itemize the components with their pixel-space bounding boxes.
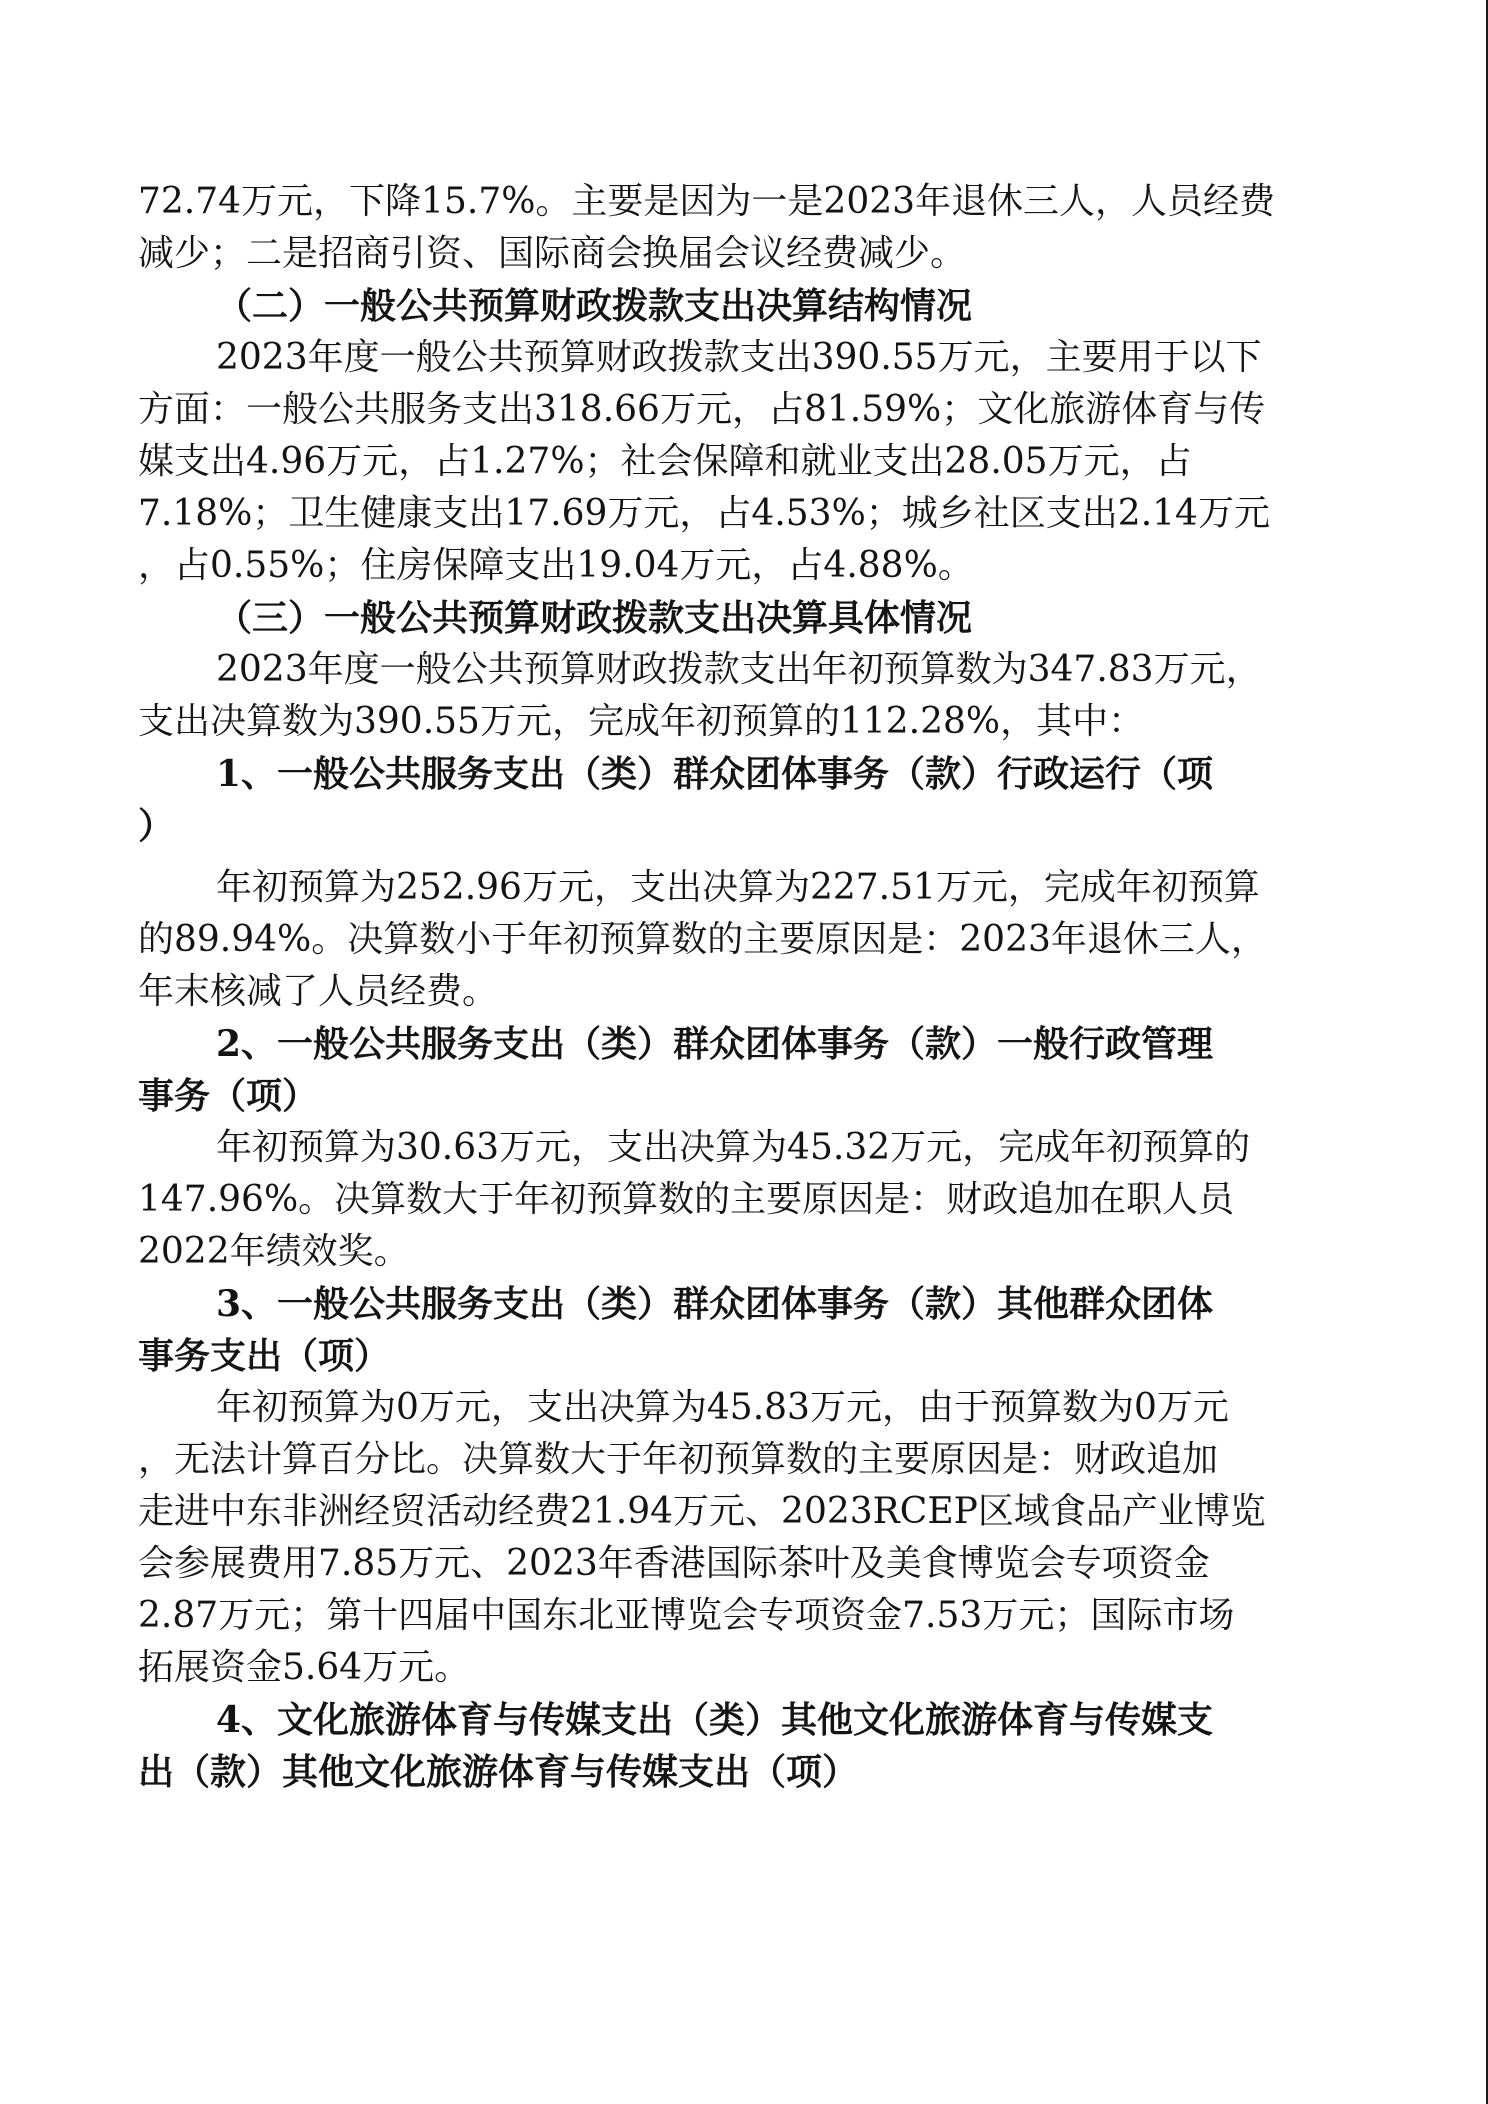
text-line: 7.18%；卫生健康支出17.69万元，占4.53%；城乡社区支出2.14万元 (138, 493, 1270, 534)
section-heading: （三）一般公共预算财政拨款支出决算具体情况 (216, 597, 973, 639)
item-heading: 3、一般公共服务支出（类）群众团体事务（款）其他群众团体 (216, 1283, 1214, 1325)
text-line: 年末核减了人员经费。 (138, 971, 499, 1012)
section-heading: （二）一般公共预算财政拨款支出决算结构情况 (216, 285, 973, 327)
paragraph-start: 2023年度一般公共预算财政拨款支出年初预算数为347.83万元， (216, 649, 1262, 690)
text-line: 会参展费用7.85万元、2023年香港国际茶叶及美食博览会专项资金 (138, 1543, 1210, 1584)
text-line: 2022年绩效奖。 (138, 1231, 410, 1272)
paragraph-start: 年初预算为0万元，支出决算为45.83万元，由于预算数为0万元 (216, 1387, 1229, 1428)
item-heading: 1、一般公共服务支出（类）群众团体事务（款）行政运行（项 (216, 753, 1214, 795)
text-line: 147.96%。决算数大于年初预算数的主要原因是：财政追加在职人员 (138, 1179, 1235, 1220)
text-line: 走进中东非洲经贸活动经费21.94万元、2023RCEP区域食品产业博览 (138, 1491, 1266, 1532)
text-line: ，占0.55%；住房保障支出19.04万元，占4.88%。 (138, 545, 974, 586)
item-heading-continued: 事务（项） (138, 1075, 319, 1117)
text-line: 支出决算数为390.55万元，完成年初预算的112.28%，其中： (138, 701, 1145, 742)
item-heading-continued: ） (138, 805, 175, 847)
text-line: 72.74万元，下降15.7%。主要是因为一是2023年退休三人，人员经费 (138, 181, 1276, 222)
document-page (0, 176, 1488, 1798)
text-line: 的89.94%。决算数小于年初预算数的主要原因是：2023年退休三人， (138, 919, 1267, 960)
item-heading: 2、一般公共服务支出（类）群众团体事务（款）一般行政管理 (216, 1023, 1214, 1065)
paragraph-start: 2023年度一般公共预算财政拨款支出390.55万元，主要用于以下 (216, 337, 1262, 378)
paragraph-start: 年初预算为252.96万元，支出决算为227.51万元，完成年初预算 (216, 867, 1260, 908)
text-line: 减少；二是招商引资、国际商会换届会议经费减少。 (138, 233, 967, 274)
text-line: 媒支出4.96万元，占1.27%；社会保障和就业支出28.05万元，占 (138, 441, 1192, 482)
text-line: ，无法计算百分比。决算数大于年初预算数的主要原因是：财政追加 (138, 1439, 1219, 1480)
text-line: 2.87万元；第十四届中国东北亚博览会专项资金7.53万元；国际市场 (138, 1595, 1235, 1636)
paragraph-start: 年初预算为30.63万元，支出决算为45.32万元，完成年初预算的 (216, 1127, 1251, 1168)
item-heading: 4、文化旅游体育与传媒支出（类）其他文化旅游体育与传媒支 (216, 1699, 1214, 1741)
text-line: 拓展资金5.64万元。 (138, 1647, 471, 1688)
item-heading-continued: 事务支出（项） (138, 1335, 391, 1377)
item-heading-continued: 出（款）其他文化旅游体育与传媒支出（项） (138, 1751, 859, 1793)
text-line: 方面：一般公共服务支出318.66万元，占81.59%；文化旅游体育与传 (138, 389, 1266, 430)
